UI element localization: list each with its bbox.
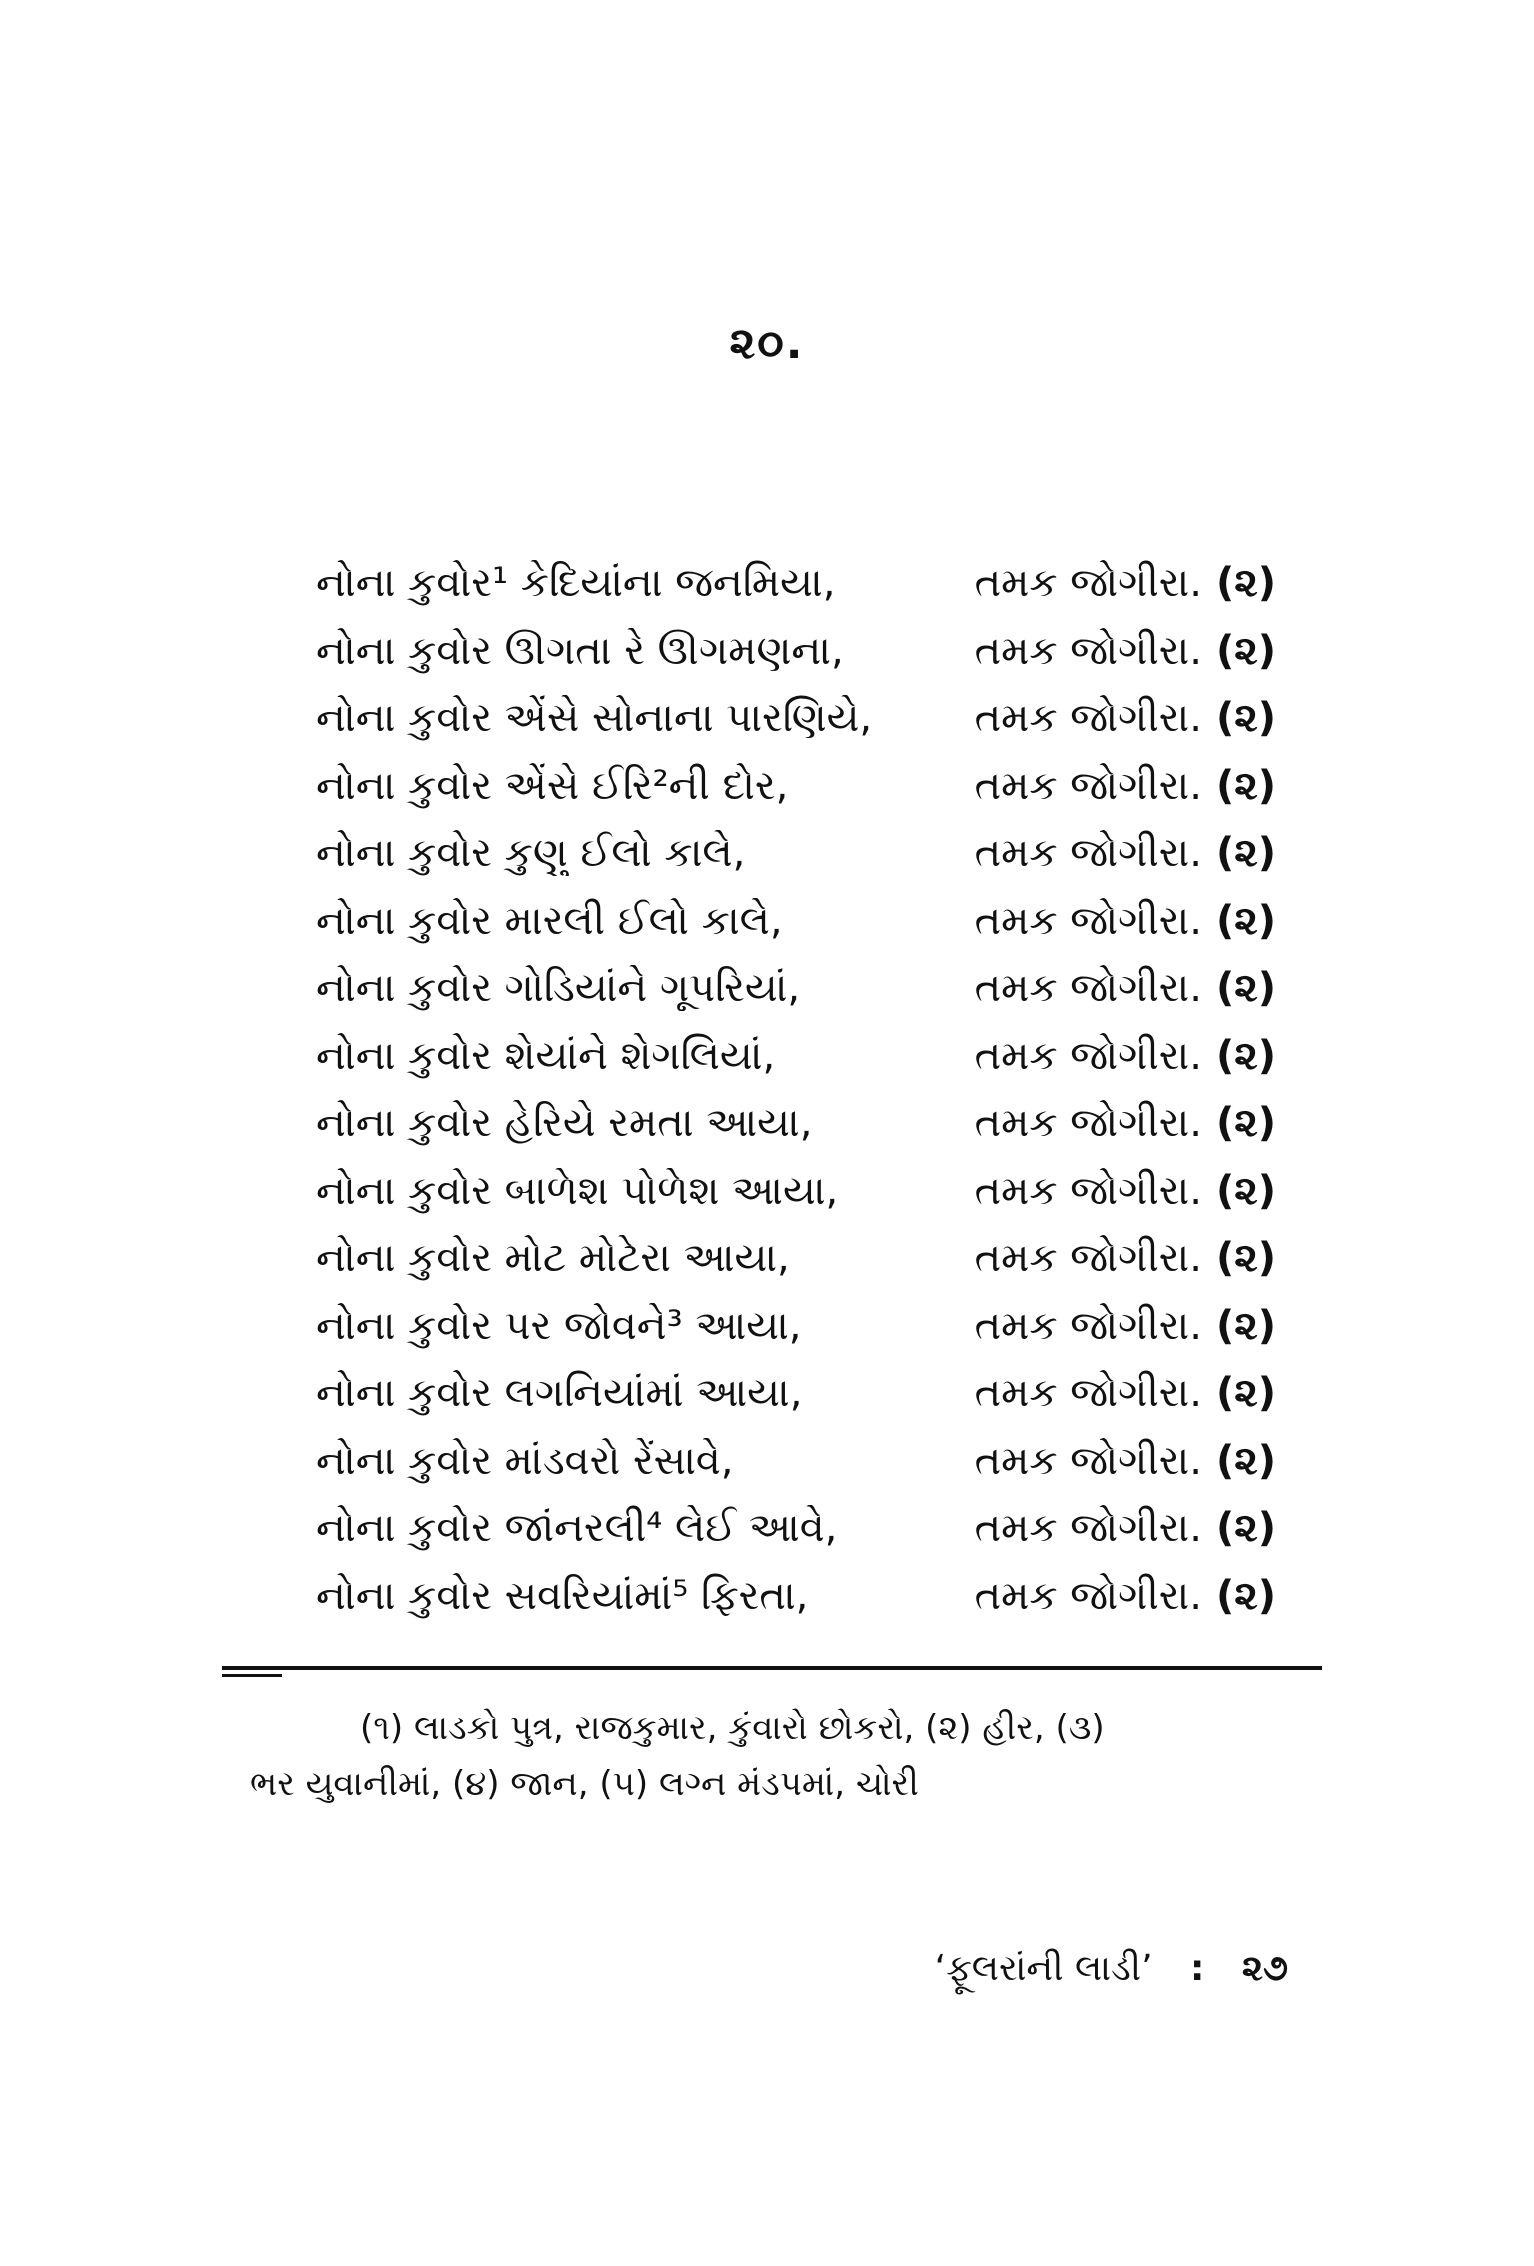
verse-text: નોના કુવોર જાંનરલી⁴ લેઈ આવે, bbox=[316, 1505, 838, 1551]
verse-refrain: તમક જોગીરા. bbox=[974, 1235, 1202, 1281]
verse-refrain: તમક જોગીરા. bbox=[974, 1437, 1202, 1484]
verse-repeat-mark: (૨) bbox=[1215, 1302, 1276, 1349]
footer-separator: : bbox=[1189, 1948, 1205, 1989]
verse-text: નોના કુવોર બાળેશ પોળેશ આયા, bbox=[316, 1167, 839, 1214]
verse-line bbox=[316, 1303, 1276, 1371]
verse-refrain: તમક જોગીરા. bbox=[974, 1505, 1202, 1551]
verse-line bbox=[316, 628, 1276, 696]
verse-line bbox=[316, 965, 1276, 1033]
verse-text: નોના કુવોર લગનિયાંમાં આયા, bbox=[316, 1370, 803, 1416]
verse-line bbox=[316, 1438, 1276, 1506]
verse-repeat-mark: (૨) bbox=[1215, 695, 1276, 741]
verse-refrain: તમક જોગીરા. bbox=[974, 1167, 1202, 1214]
verse-text: નોના કુવોર એંસે સોનાના પારણિયે, bbox=[316, 695, 873, 741]
verse-repeat-mark: (૨) bbox=[1215, 1167, 1276, 1214]
page-footer bbox=[935, 1948, 1288, 1990]
verse-line bbox=[316, 898, 1276, 966]
verse-text: નોના કુવોર હેરિયે રમતા આયા, bbox=[316, 1100, 813, 1146]
verse-text: નોના કુવોર ગોડિયાંને ગૂપરિયાં, bbox=[316, 965, 801, 1011]
verse-repeat-mark: (૨) bbox=[1215, 1505, 1276, 1551]
verse-refrain: તમક જોગીરા. bbox=[974, 1100, 1202, 1146]
book-title: ‘ફૂલરાંની લાડી’ bbox=[934, 1948, 1153, 1989]
verse-refrain: તમક જોગીરા. bbox=[974, 627, 1202, 674]
verse-line bbox=[316, 763, 1276, 831]
verse-line bbox=[316, 830, 1276, 898]
verse-repeat-mark: (૨) bbox=[1215, 1572, 1276, 1619]
verse-repeat-mark: (૨) bbox=[1215, 1235, 1276, 1281]
verse-repeat-mark: (૨) bbox=[1215, 1370, 1276, 1416]
verse-repeat-mark: (૨) bbox=[1215, 560, 1276, 606]
verse-text: નોના કુવોર મોટ મોટેરા આયા, bbox=[316, 1235, 790, 1281]
verse-repeat-mark: (૨) bbox=[1215, 1100, 1276, 1146]
verse-text: નોના કુવોર¹ કેદિયાંના જનમિયા, bbox=[316, 560, 836, 606]
verse-line bbox=[316, 1168, 1276, 1236]
verse-refrain: તમક જોગીરા. bbox=[974, 560, 1202, 606]
verse-line bbox=[316, 1235, 1276, 1303]
verse-repeat-mark: (૨) bbox=[1215, 897, 1276, 944]
verse-repeat-mark: (૨) bbox=[1215, 1032, 1276, 1079]
page-number: ૨૭ bbox=[1241, 1948, 1288, 1989]
verse-line bbox=[316, 695, 1276, 763]
verse-line bbox=[316, 1033, 1276, 1101]
verse-repeat-mark: (૨) bbox=[1215, 627, 1276, 674]
verse-refrain: તમક જોગીરા. bbox=[974, 1302, 1202, 1349]
verse-text: નોના કુવોર મારલી ઈલો કાલે, bbox=[316, 897, 783, 944]
footnote-divider-stub bbox=[222, 1674, 282, 1677]
verse-repeat-mark: (૨) bbox=[1215, 830, 1276, 876]
verse-text: નોના કુવોર એંસે ઈરિ²ની દોર, bbox=[316, 762, 789, 809]
verse-refrain: તમક જોગીરા. bbox=[974, 830, 1202, 876]
verse-refrain: તમક જોગીરા. bbox=[974, 762, 1202, 809]
verse-line bbox=[316, 1505, 1276, 1573]
poem-verses bbox=[316, 560, 1276, 1640]
verse-repeat-mark: (૨) bbox=[1215, 965, 1276, 1011]
verse-line bbox=[316, 1370, 1276, 1438]
verse-line bbox=[316, 1100, 1276, 1168]
verse-refrain: તમક જોગીરા. bbox=[974, 897, 1202, 944]
verse-repeat-mark: (૨) bbox=[1215, 1437, 1276, 1484]
poem-number: ૨૦. bbox=[729, 318, 805, 369]
footnotes bbox=[250, 1700, 1290, 1812]
verse-repeat-mark: (૨) bbox=[1215, 762, 1276, 809]
footnote-line: (૧) લાડકો પુત્ર, રાજકુમાર, કુંવારો છોકરો, (૨) હીર, (૩) bbox=[360, 1708, 1105, 1748]
verse-text: નોના કુવોર ઊગતા રે ઊગમણના, bbox=[316, 627, 844, 674]
verse-text: નોના કુવોર માંડવરો રેંસાવે, bbox=[316, 1437, 734, 1484]
verse-refrain: તમક જોગીરા. bbox=[974, 965, 1202, 1011]
verse-text: નોના કુવોર શેયાંને શેગલિયાં, bbox=[316, 1032, 776, 1079]
verse-text: નોના કુવોર સવરિયાંમાં⁵ ફિરતા, bbox=[316, 1572, 809, 1619]
verse-refrain: તમક જોગીરા. bbox=[974, 1032, 1202, 1079]
verse-line bbox=[316, 560, 1276, 628]
verse-refrain: તમક જોગીરા. bbox=[974, 1370, 1202, 1416]
verse-line bbox=[316, 1573, 1276, 1641]
footnote-divider bbox=[222, 1666, 1322, 1670]
footnote-line: ભર યુવાનીમાં, (૪) જાન, (૫) લગ્ન મંડપમાં, ચોરી bbox=[250, 1764, 919, 1804]
verse-text: નોના કુવોર કુણુ ઈલો કાલે, bbox=[316, 830, 746, 876]
verse-refrain: તમક જોગીરા. bbox=[974, 1572, 1202, 1619]
verse-text: નોના કુવોર પર જોવને³ આયા, bbox=[316, 1302, 802, 1349]
verse-refrain: તમક જોગીરા. bbox=[974, 695, 1202, 741]
